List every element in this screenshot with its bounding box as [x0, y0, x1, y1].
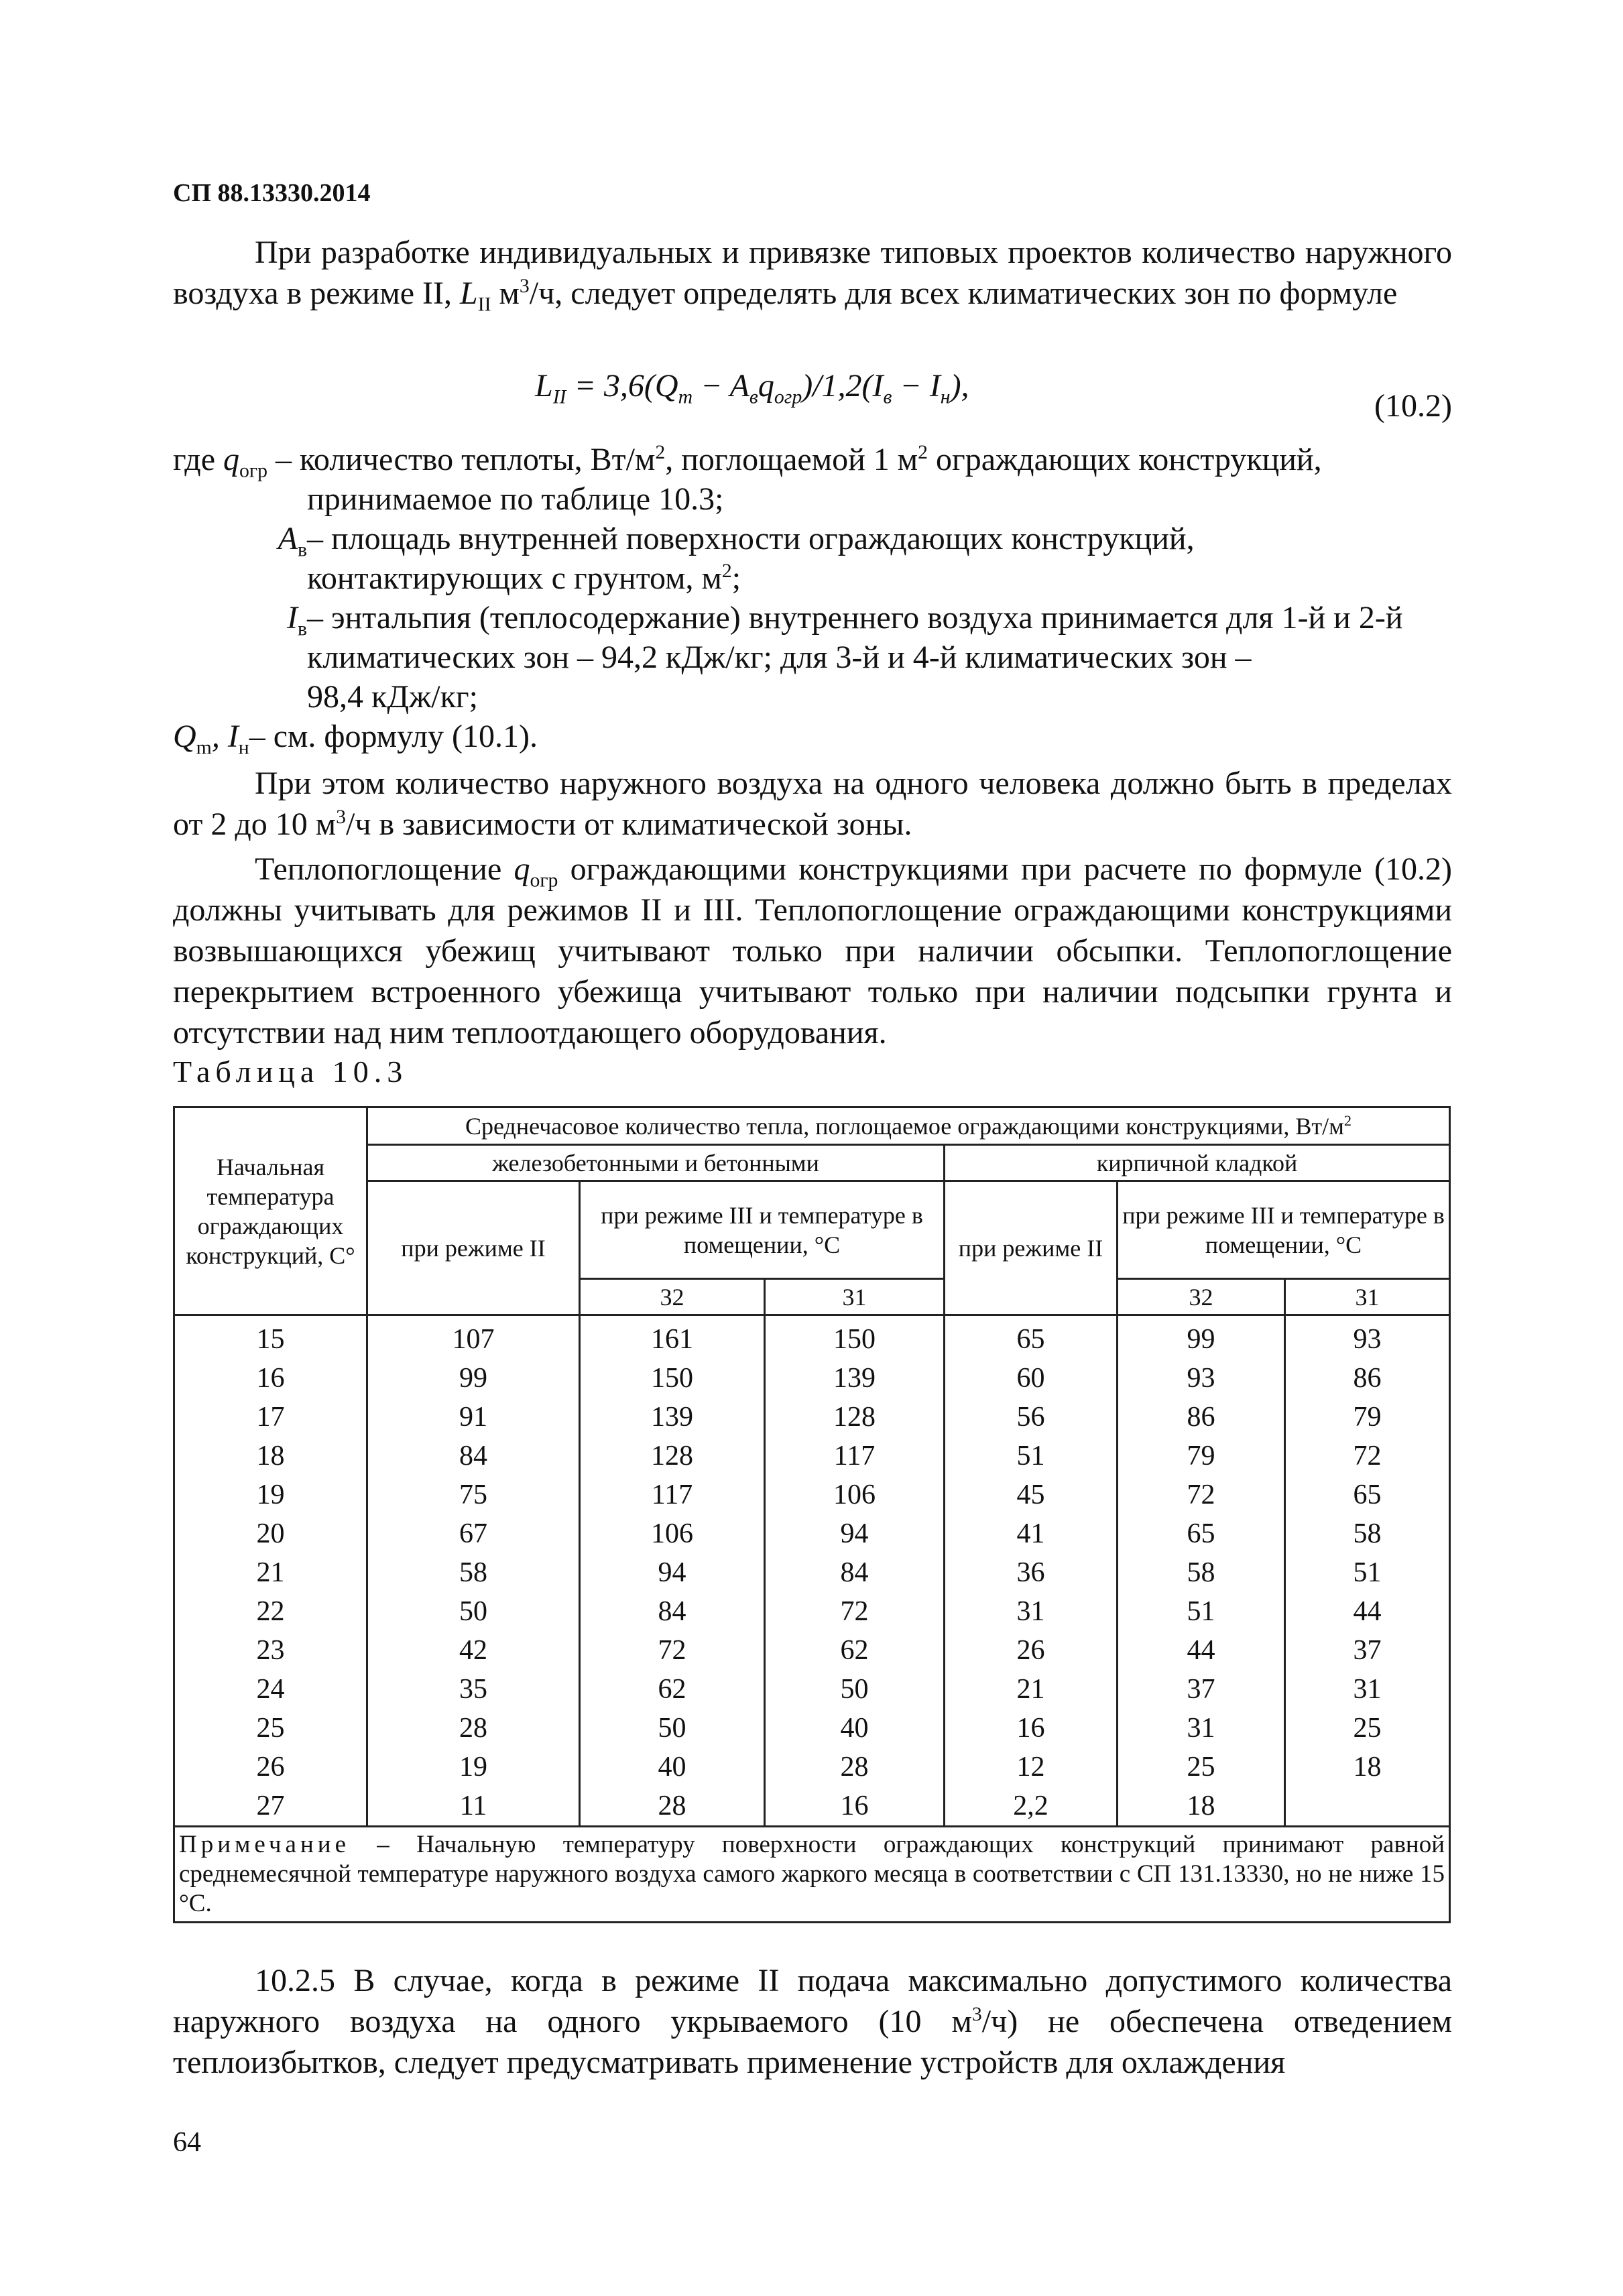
table-cell: 72 — [580, 1631, 765, 1670]
table-cell: 72 — [765, 1592, 945, 1631]
table-cell: 11 — [367, 1787, 580, 1827]
table-cell: 44 — [1285, 1592, 1450, 1631]
table-cell: 25 — [1118, 1748, 1285, 1787]
table-cell: 28 — [367, 1709, 580, 1748]
header-t32-concrete: 32 — [580, 1279, 765, 1315]
table-cell: 16 — [765, 1787, 945, 1827]
table-row — [174, 1475, 1450, 1514]
note-text: – Начальную температуру поверхности ограждающих конструкций принимают равной среднемесячной температуре наружного воздуха самого жаркого месяца в соответствии с СП 131.13330, но не ниже 15 °С. — [179, 1831, 1445, 1917]
table-note — [174, 1827, 1450, 1923]
table-cell: 150 — [765, 1315, 945, 1360]
table-cell: 86 — [1285, 1359, 1450, 1398]
table-cell: 56 — [945, 1398, 1118, 1437]
paragraph-heat-absorption: Теплопоглощение $q_{огр}$ ограждающими конструкциями при расчете по формуле (10.2) должны учитывать для режимов II и III. Теплопоглощение ограждающими конструкциями возвышающихся убежищ учитывают только при наличии обсыпки. Теплопоглощение перекрытием встроенного убежища учитывают только при наличии подсыпки грунта и отсутствии над ним теплоотдающего оборудования. — [173, 851, 1452, 1050]
table-cell: 161 — [580, 1315, 765, 1360]
table-cell: 75 — [367, 1475, 580, 1514]
definition-q: где $q_{огр}$ – количество теплоты, $Вт/м^2$, поглощаемой 1 $м^2$ ограждающих конструкций, принимаемое по таблице 10.3; — [173, 440, 1452, 519]
table-cell: 58 — [367, 1553, 580, 1592]
table-cell: 23 — [174, 1631, 367, 1670]
table-row — [174, 1315, 1450, 1360]
table-cell: 21 — [945, 1670, 1118, 1709]
table-cell: 117 — [580, 1475, 765, 1514]
table-cell: 31 — [1118, 1709, 1285, 1748]
table-cell: 45 — [945, 1475, 1118, 1514]
table-cell — [1285, 1787, 1450, 1827]
table-cell: 94 — [765, 1514, 945, 1553]
intro-sup: 3 — [519, 275, 530, 297]
table-cell: 25 — [174, 1709, 367, 1748]
table-cell: 84 — [367, 1437, 580, 1475]
table-cell: 31 — [1285, 1670, 1450, 1709]
header-t31-brick: 31 — [1285, 1279, 1450, 1315]
table-cell: 37 — [1285, 1631, 1450, 1670]
table-cell: 99 — [1118, 1315, 1285, 1360]
table-cell: 17 — [174, 1398, 367, 1437]
table-cell: 72 — [1118, 1475, 1285, 1514]
table-cell: 28 — [580, 1787, 765, 1827]
table-cell: 37 — [1118, 1670, 1285, 1709]
table-cell: 65 — [1285, 1475, 1450, 1514]
table-cell: 18 — [174, 1437, 367, 1475]
intro-symbol: L — [460, 276, 478, 311]
table-cell: 65 — [1118, 1514, 1285, 1553]
table-cell: 19 — [174, 1475, 367, 1514]
table-cell: 106 — [580, 1514, 765, 1553]
intro-text-c: /ч, следует определять для всех климатических зон по формуле — [529, 276, 1398, 311]
header-t31-concrete: 31 — [765, 1279, 945, 1315]
table-row — [174, 1631, 1450, 1670]
table-cell: 18 — [1118, 1787, 1285, 1827]
table-row — [174, 1709, 1450, 1748]
table-cell: 51 — [1285, 1553, 1450, 1592]
table-cell: 128 — [765, 1398, 945, 1437]
table-row — [174, 1398, 1450, 1437]
definition-q-cont: принимаемое по таблице 10.3; — [307, 481, 724, 517]
table-row — [174, 1787, 1450, 1827]
definitions-list — [173, 440, 1452, 759]
table-cell: 50 — [580, 1709, 765, 1748]
table-cell: 93 — [1285, 1315, 1450, 1360]
table-cell: 86 — [1118, 1398, 1285, 1437]
definition-qm: $Q_m$, $I_н$ – см. формулу (10.1). — [173, 719, 538, 759]
definition-i: $I_в$ – энтальпия (теплосодержание) внутреннего воздуха принимается для 1-й и 2-й климатических зон – 94,2 кДж/кг; для 3-й и 4-й климатических зон – 98,4 кДж/кг; — [286, 600, 1403, 715]
table-cell: 44 — [1118, 1631, 1285, 1670]
table-cell: 40 — [765, 1709, 945, 1748]
table-cell: 72 — [1285, 1437, 1450, 1475]
table-cell: 62 — [765, 1631, 945, 1670]
table-cell: 79 — [1118, 1437, 1285, 1475]
table-row — [174, 1748, 1450, 1787]
heat-absorption-table — [173, 1106, 1451, 1923]
table-cell: 139 — [580, 1398, 765, 1437]
header-mode2-concrete: при режиме II — [367, 1181, 580, 1315]
table-cell: 139 — [765, 1359, 945, 1398]
header-brick: кирпичной кладкой — [945, 1145, 1450, 1181]
definition-a: $A_в$ – площадь внутренней поверхности ограждающих конструкций, контактирующих с грунтом, $м^2$; — [278, 521, 1195, 596]
table-cell: 128 — [580, 1437, 765, 1475]
document-code-header: СП 88.13330.2014 — [173, 179, 371, 207]
intro-symbol-sub: II — [477, 293, 491, 316]
table-cell: 117 — [765, 1437, 945, 1475]
table-cell: 50 — [367, 1592, 580, 1631]
table-cell: 93 — [1118, 1359, 1285, 1398]
section-10-2-5: 10.2.5 В случае, когда в режиме II подача максимально допустимого количества наружного воздуха на одного укрываемого (10 $м^3/ч$) не обеспечена отведением теплоизбытков, следует предусматривать применение устройств для охлаждения — [173, 1963, 1452, 2080]
header-initial-temperature: Начальная температура ограждающих конструкций, С° — [174, 1107, 367, 1315]
formula-number: (10.2) — [1374, 388, 1452, 424]
intro-paragraph — [173, 232, 1452, 314]
table-caption: Таблица 10.3 — [173, 1054, 408, 1089]
table-row — [174, 1437, 1450, 1475]
table-cell: 60 — [945, 1359, 1118, 1398]
body-paragraphs — [173, 763, 1452, 1053]
intro-text-b: м — [491, 276, 520, 311]
table-row — [174, 1553, 1450, 1592]
header-mode2-brick: при режиме II — [945, 1181, 1118, 1315]
table-cell: 25 — [1285, 1709, 1450, 1748]
table-row — [174, 1514, 1450, 1553]
table-cell: 67 — [367, 1514, 580, 1553]
table-cell: 42 — [367, 1631, 580, 1670]
page-number: 64 — [173, 2127, 201, 2158]
table-row — [174, 1670, 1450, 1709]
table-cell: 26 — [174, 1748, 367, 1787]
table-cell: 41 — [945, 1514, 1118, 1553]
table-row — [174, 1359, 1450, 1398]
table-cell: 107 — [367, 1315, 580, 1360]
header-mode3-concrete: при режиме III и температуре в помещении, °С — [580, 1181, 945, 1279]
table-cell: 19 — [367, 1748, 580, 1787]
table-cell: 26 — [945, 1631, 1118, 1670]
table-row — [174, 1592, 1450, 1631]
table-cell: 150 — [580, 1359, 765, 1398]
table-cell: 65 — [945, 1315, 1118, 1360]
table-cell: 31 — [945, 1592, 1118, 1631]
table-cell: 24 — [174, 1670, 367, 1709]
table-cell: 106 — [765, 1475, 945, 1514]
table-cell: 27 — [174, 1787, 367, 1827]
table-cell: 79 — [1285, 1398, 1450, 1437]
table-cell: 58 — [1285, 1514, 1450, 1553]
table-cell: 20 — [174, 1514, 367, 1553]
note-label: Примечание — [179, 1831, 350, 1858]
paragraph-air-per-person: При этом количество наружного воздуха на одного человека должно быть в пределах от 2 до 10 $м^3/ч$ в зависимости от климатической зоны. — [173, 766, 1452, 842]
table-cell: 36 — [945, 1553, 1118, 1592]
table-cell: 99 — [367, 1359, 580, 1398]
table-cell: 18 — [1285, 1748, 1450, 1787]
table-cell: 94 — [580, 1553, 765, 1592]
table-cell: 21 — [174, 1553, 367, 1592]
table-cell: 40 — [580, 1748, 765, 1787]
table-cell: 2,2 — [945, 1787, 1118, 1827]
table-cell: 62 — [580, 1670, 765, 1709]
table-cell: 50 — [765, 1670, 945, 1709]
table-cell: 58 — [1118, 1553, 1285, 1592]
header-mode3-brick: при режиме III и температуре в помещении, °С — [1118, 1181, 1450, 1279]
table-cell: 16 — [174, 1359, 367, 1398]
table-cell: 51 — [945, 1437, 1118, 1475]
formula-10-2 — [173, 367, 1452, 424]
table-cell: 28 — [765, 1748, 945, 1787]
intro-text-a: При разработке индивидуальных и привязке типовых проектов количество наружного воздуха в режиме II, — [173, 235, 1452, 311]
table-cell: 16 — [945, 1709, 1118, 1748]
table-cell: 51 — [1118, 1592, 1285, 1631]
table-cell: 35 — [367, 1670, 580, 1709]
table-cell: 12 — [945, 1748, 1118, 1787]
formula-expression: $L_{II} = 3,6(Q_m - A_вq_{огр})/1,2(I_в - I_н)$, — [535, 368, 969, 408]
table-body — [174, 1315, 1450, 1827]
table-cell: 84 — [765, 1553, 945, 1592]
header-heat-amount: Среднечасовое количество тепла, поглощаемое ограждающими конструкциями, $Вт/м^2$ — [367, 1107, 1450, 1145]
table-cell: 91 — [367, 1398, 580, 1437]
header-t32-brick: 32 — [1118, 1279, 1285, 1315]
table-cell: 22 — [174, 1592, 367, 1631]
header-concrete: железобетонными и бетонными — [367, 1145, 945, 1181]
table-cell: 84 — [580, 1592, 765, 1631]
table-cell: 15 — [174, 1315, 367, 1360]
